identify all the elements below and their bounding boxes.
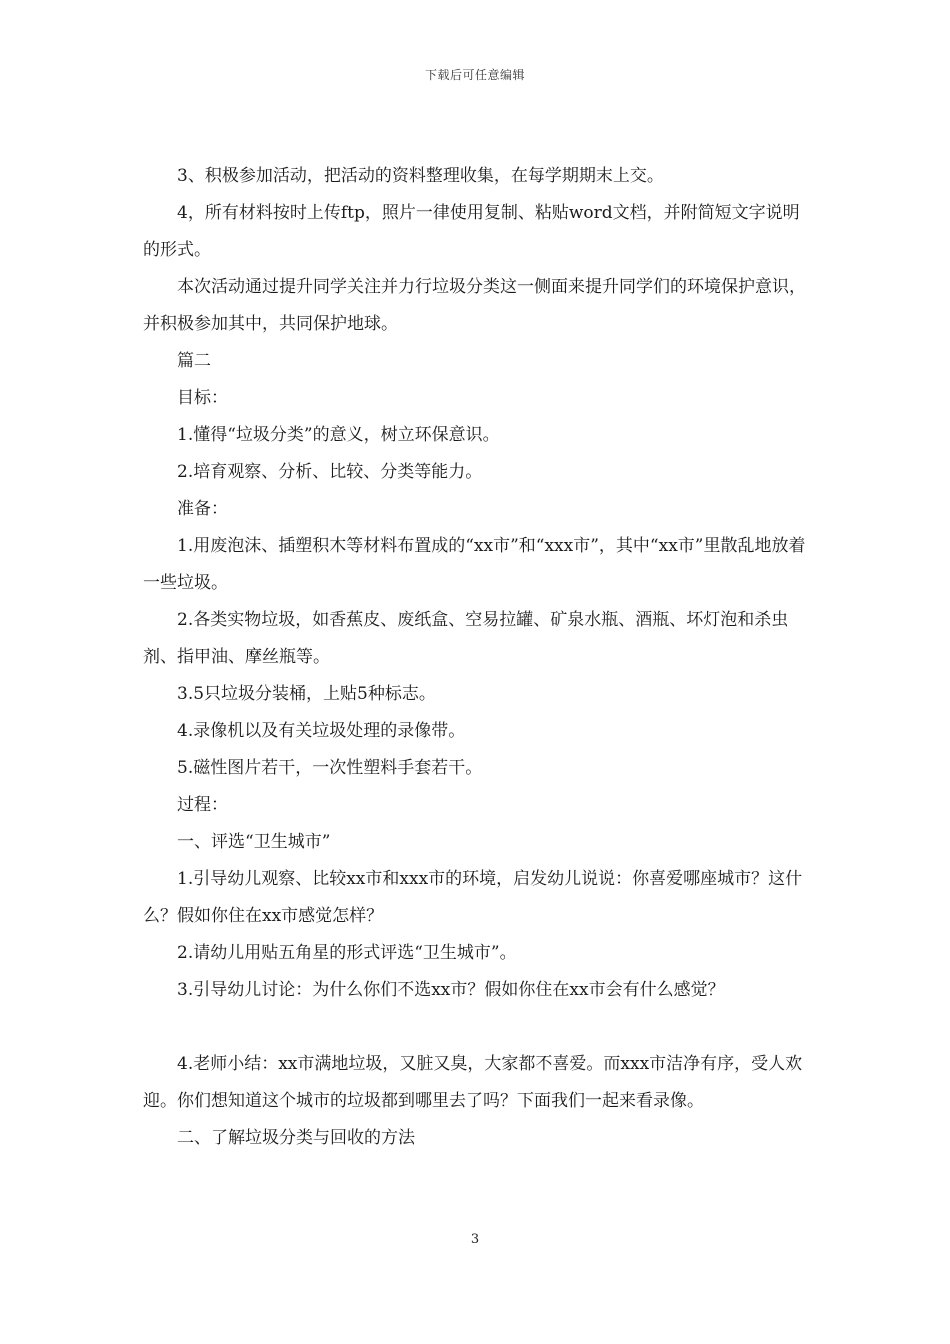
paragraph: 4，所有材料按时上传ftp，照片一律使用复制、粘贴word文档，并附简短文字说明的形式。: [143, 203, 800, 260]
section-label: 过程：: [177, 795, 228, 815]
document-body: [143, 158, 813, 1157]
page-header: 下载后可任意编辑: [424, 68, 525, 82]
paragraph: 1.用废泡沫、插塑积木等材料布置成的“xx市”和“xxx市”，其中“xx市”里散乱地放着一些垃圾。: [143, 536, 806, 593]
paragraph-spacer: [143, 1009, 813, 1046]
section-label: 准备：: [177, 499, 228, 519]
paragraph: 2.请幼儿用贴五角星的形式评选“卫生城市”。: [177, 943, 517, 963]
paragraph: 3.引导幼儿讨论：为什么你们不选xx市？假如你住在xx市会有什么感觉？: [177, 980, 725, 1000]
paragraph: 1.懂得“垃圾分类”的意义，树立环保意识。: [177, 425, 500, 445]
paragraph: 2.培育观察、分析、比较、分类等能力。: [177, 462, 483, 482]
paragraph: 1.引导幼儿观察、比较xx市和xxx市的环境，启发幼儿说说：你喜爱哪座城市？这什么？假如你住在xx市感觉怎样？: [143, 869, 803, 926]
section-heading: 二、了解垃圾分类与回收的方法: [177, 1128, 415, 1148]
paragraph: 5.磁性图片若干，一次性塑料手套若干。: [177, 758, 483, 778]
paragraph: 3、积极参加活动，把活动的资料整理收集，在每学期期末上交。: [177, 166, 664, 186]
section-heading: 篇二: [177, 351, 211, 371]
section-label: 目标：: [177, 388, 228, 408]
paragraph: 3.5只垃圾分装桶，上贴5种标志。: [177, 684, 436, 704]
paragraph: 4.老师小结：xx市满地垃圾，又脏又臭，大家都不喜爱。而xxx市洁净有序，受人欢迎。你们想知道这个城市的垃圾都到哪里去了吗？下面我们一起来看录像。: [143, 1054, 803, 1111]
paragraph: 4.录像机以及有关垃圾处理的录像带。: [177, 721, 466, 741]
section-heading: 一、评选“卫生城市”: [177, 832, 331, 852]
paragraph: 本次活动通过提升同学关注并力行垃圾分类这一侧面来提升同学们的环境保护意识，并积极参加其中，共同保护地球。: [143, 277, 806, 334]
paragraph: 2.各类实物垃圾，如香蕉皮、废纸盒、空易拉罐、矿泉水瓶、酒瓶、坏灯泡和杀虫剂、指甲油、摩丝瓶等。: [143, 610, 789, 667]
page-number: 3: [470, 1232, 480, 1247]
